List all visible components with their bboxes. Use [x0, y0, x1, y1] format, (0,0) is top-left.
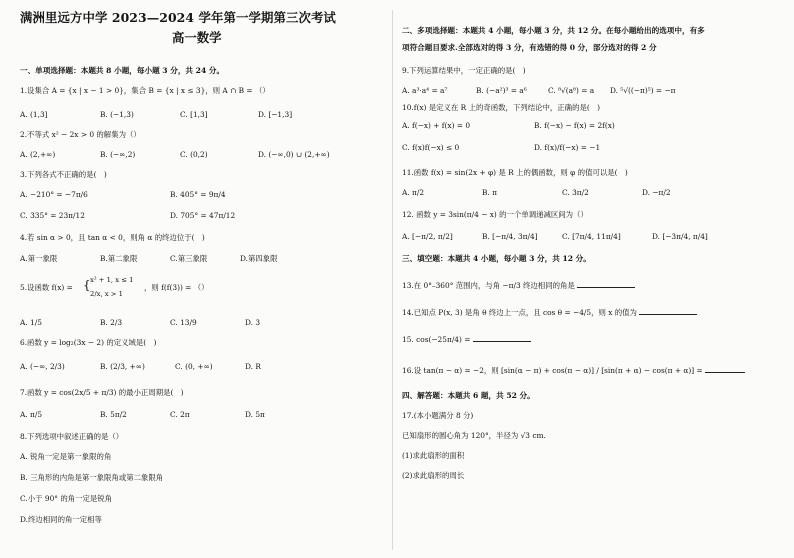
question-2-option-b: B. (−∞,2) — [100, 150, 136, 159]
question-1-option-b: B. (−1,3) — [100, 110, 134, 119]
question-6-option-d: D. R — [245, 362, 261, 371]
question-5-case-2: 2/x, x > 1 — [90, 290, 123, 298]
question-12-option-b: B. [−π/4, 3π/4] — [482, 232, 538, 241]
question-4-option-b: B.第二象限 — [100, 254, 138, 263]
question-5-option-a: A. 1/5 — [20, 318, 42, 327]
question-16-answer-blank[interactable] — [705, 364, 745, 373]
question-9-option-a: A. a³·a⁴ = a⁷ — [402, 86, 448, 95]
question-11-option-b: B. π — [482, 188, 497, 197]
question-3-stem: 3.下列各式不正确的是( ) — [20, 170, 107, 179]
question-4-stem: 4.若 sin α > 0，且 tan α < 0，则角 α 的终边位于( ) — [20, 233, 205, 242]
question-4-option-d: D.第四象限 — [240, 254, 278, 263]
question-8-option-a: A. 锐角一定是第一象限的角 — [20, 452, 112, 461]
question-15-text: 15. cos(−25π/4) = — [402, 335, 471, 344]
section-fill-in: 三、填空题：本题共 4 小题，每小题 3 分，共 12 分。 — [402, 254, 591, 263]
exam-title: 满洲里远方中学 2023—2024 学年第一学期第三次考试 — [20, 10, 336, 25]
question-15 — [402, 333, 531, 345]
question-2-stem: 2.不等式 x² − 2x > 0 的解集为（） — [20, 130, 141, 139]
question-14-text: 14.已知点 P(x, 3) 是角 θ 终边上一点，且 cos θ = −4/5，则 x 的值为 — [402, 308, 637, 317]
question-7-stem: 7.函数 y = cos(2x/5 + π/3) 的最小正周期是( ) — [20, 388, 184, 397]
question-10-stem: 10.f(x) 是定义在 R 上的奇函数，下列结论中，正确的是( ) — [402, 103, 601, 112]
question-13-text: 13.在 0°–360° 范围内，与角 −π/3 终边相同的角是 — [402, 281, 575, 290]
question-4-option-a: A.第一象限 — [20, 254, 58, 263]
question-4-option-c: C.第三象限 — [170, 254, 208, 263]
question-11-stem: 11.函数 f(x) = sin(2x + φ) 是 R 上的偶函数，则 φ 的值可以是( ) — [402, 168, 628, 177]
question-14 — [402, 306, 697, 318]
section-multi-choice-line-2: 项符合题目要求.全部选对的得 3 分，有选错的得 0 分，部分选对的得 2 分 — [402, 43, 657, 52]
question-5-tail: ，则 f(f(3)) = （） — [144, 283, 209, 292]
question-12-option-d: D. [−3π/4, π/4] — [652, 232, 708, 241]
question-3-option-d: D. 705° = 47π/12 — [170, 211, 236, 220]
question-10-option-c: C. f(x)f(−x) ≤ 0 — [402, 143, 460, 152]
question-3-option-c: C. 335° = 23π/12 — [20, 211, 85, 220]
section-free-response: 四、解答题：本题共 6 题，共 52 分。 — [402, 391, 535, 400]
question-9-option-c: C. ⁸√(a⁸) = a — [548, 86, 595, 95]
question-17-part-1: (1)求此扇形的面积 — [402, 451, 465, 460]
question-17-heading: 17.(本小题满分 8 分) — [402, 411, 474, 420]
question-16 — [402, 364, 745, 376]
question-1-option-a: A. (1,3] — [20, 110, 48, 119]
question-5-option-d: D. 3 — [245, 318, 261, 327]
right-column — [398, 0, 780, 558]
question-7-option-b: B. 5π/2 — [100, 410, 127, 419]
question-8-option-c: C.小于 90° 的角一定是锐角 — [20, 494, 113, 503]
question-5-case-1: x² + 1, x ≤ 1 — [90, 276, 134, 284]
question-7-option-d: D. 5π — [245, 410, 265, 419]
question-9-stem: 9.下列运算结果中，一定正确的是( ) — [402, 66, 526, 75]
question-5-stem: 5.设函数 f(x) = — [20, 283, 73, 292]
question-8-stem: 8.下列选项中叙述正确的是（） — [20, 432, 124, 441]
question-2-option-a: A. (2,+∞) — [20, 150, 56, 159]
question-17-description: 已知扇形的圆心角为 120°，半径为 √3 cm. — [402, 431, 546, 440]
question-6-option-c: C. (0, +∞) — [175, 362, 213, 371]
question-16-text: 16.设 tan(π − α) = −2，则 [sin(α − π) + cos(π − α)] / [sin(π + α) − cos(π + α)] = — [402, 366, 703, 375]
question-2-option-d: D. (−∞,0) ∪ (2,+∞) — [258, 150, 330, 159]
question-1-option-c: C. [1,3] — [180, 110, 208, 119]
question-10-option-d: D. f(x)/f(−x) = −1 — [534, 143, 601, 152]
question-13-answer-blank[interactable] — [577, 279, 635, 288]
question-8-option-b: B. 三角形的内角是第一象限角或第二象限角 — [20, 473, 164, 482]
question-2-option-c: C. (0,2) — [180, 150, 208, 159]
question-7-option-c: C. 2π — [170, 410, 190, 419]
question-9-option-b: B. (−a²)³ = a⁶ — [476, 86, 527, 95]
question-14-answer-blank[interactable] — [639, 306, 697, 315]
question-5-option-c: C. 13/9 — [170, 318, 197, 327]
question-9-option-d: D. ⁵√((−π)⁵) = −π — [610, 86, 676, 95]
question-6-option-b: B. (2/3, +∞) — [100, 362, 145, 371]
question-10-option-a: A. f(−x) + f(x) = 0 — [402, 121, 471, 130]
question-11-option-c: C. 3π/2 — [562, 188, 589, 197]
question-7-option-a: A. π/5 — [20, 410, 43, 419]
question-12-option-c: C. [7π/4, 11π/4] — [562, 232, 621, 241]
question-15-answer-blank[interactable] — [473, 333, 531, 342]
column-divider — [392, 10, 393, 550]
question-6-option-a: A. (−∞, 2/3) — [20, 362, 65, 371]
question-12-option-a: A. [−π/2, π/2] — [402, 232, 453, 241]
question-13 — [402, 279, 635, 291]
question-5-option-b: B. 2/3 — [100, 318, 123, 327]
question-3-option-b: B. 405° = 9π/4 — [170, 190, 226, 199]
question-5-brace: { — [83, 278, 91, 292]
question-3-option-a: A. −210° = −7π/6 — [20, 190, 88, 199]
question-11-option-d: D. −π/2 — [642, 188, 671, 197]
question-12-stem: 12. 函数 y = 3sin(π/4 − x) 的一个单调递减区间为（） — [402, 210, 588, 219]
section-multi-choice-line-1: 二、多项选择题：本题共 4 小题，每小题 3 分，共 12 分。在每小题给出的选项中，有多 — [402, 26, 705, 35]
section-single-choice: 一、单项选择题：本题共 8 小题，每小题 3 分，共 24 分。 — [20, 66, 225, 75]
question-17-part-2: (2)求此扇形的周长 — [402, 471, 465, 480]
left-column — [20, 0, 388, 558]
question-6-stem: 6.函数 y = log₂(3x − 2) 的定义域是( ) — [20, 338, 157, 347]
question-1-stem: 1.设集合 A = {x | x − 1 > 0}，集合 B = {x | x ≤ 3}，则 A ∩ B = （） — [20, 86, 270, 95]
exam-subtitle: 高一数学 — [172, 30, 222, 45]
question-8-option-d: D.终边相同的角一定相等 — [20, 515, 102, 524]
question-10-option-b: B. f(−x) − f(x) = 2f(x) — [534, 121, 615, 130]
question-1-option-d: D. [−1,3] — [258, 110, 293, 119]
question-11-option-a: A. π/2 — [402, 188, 425, 197]
